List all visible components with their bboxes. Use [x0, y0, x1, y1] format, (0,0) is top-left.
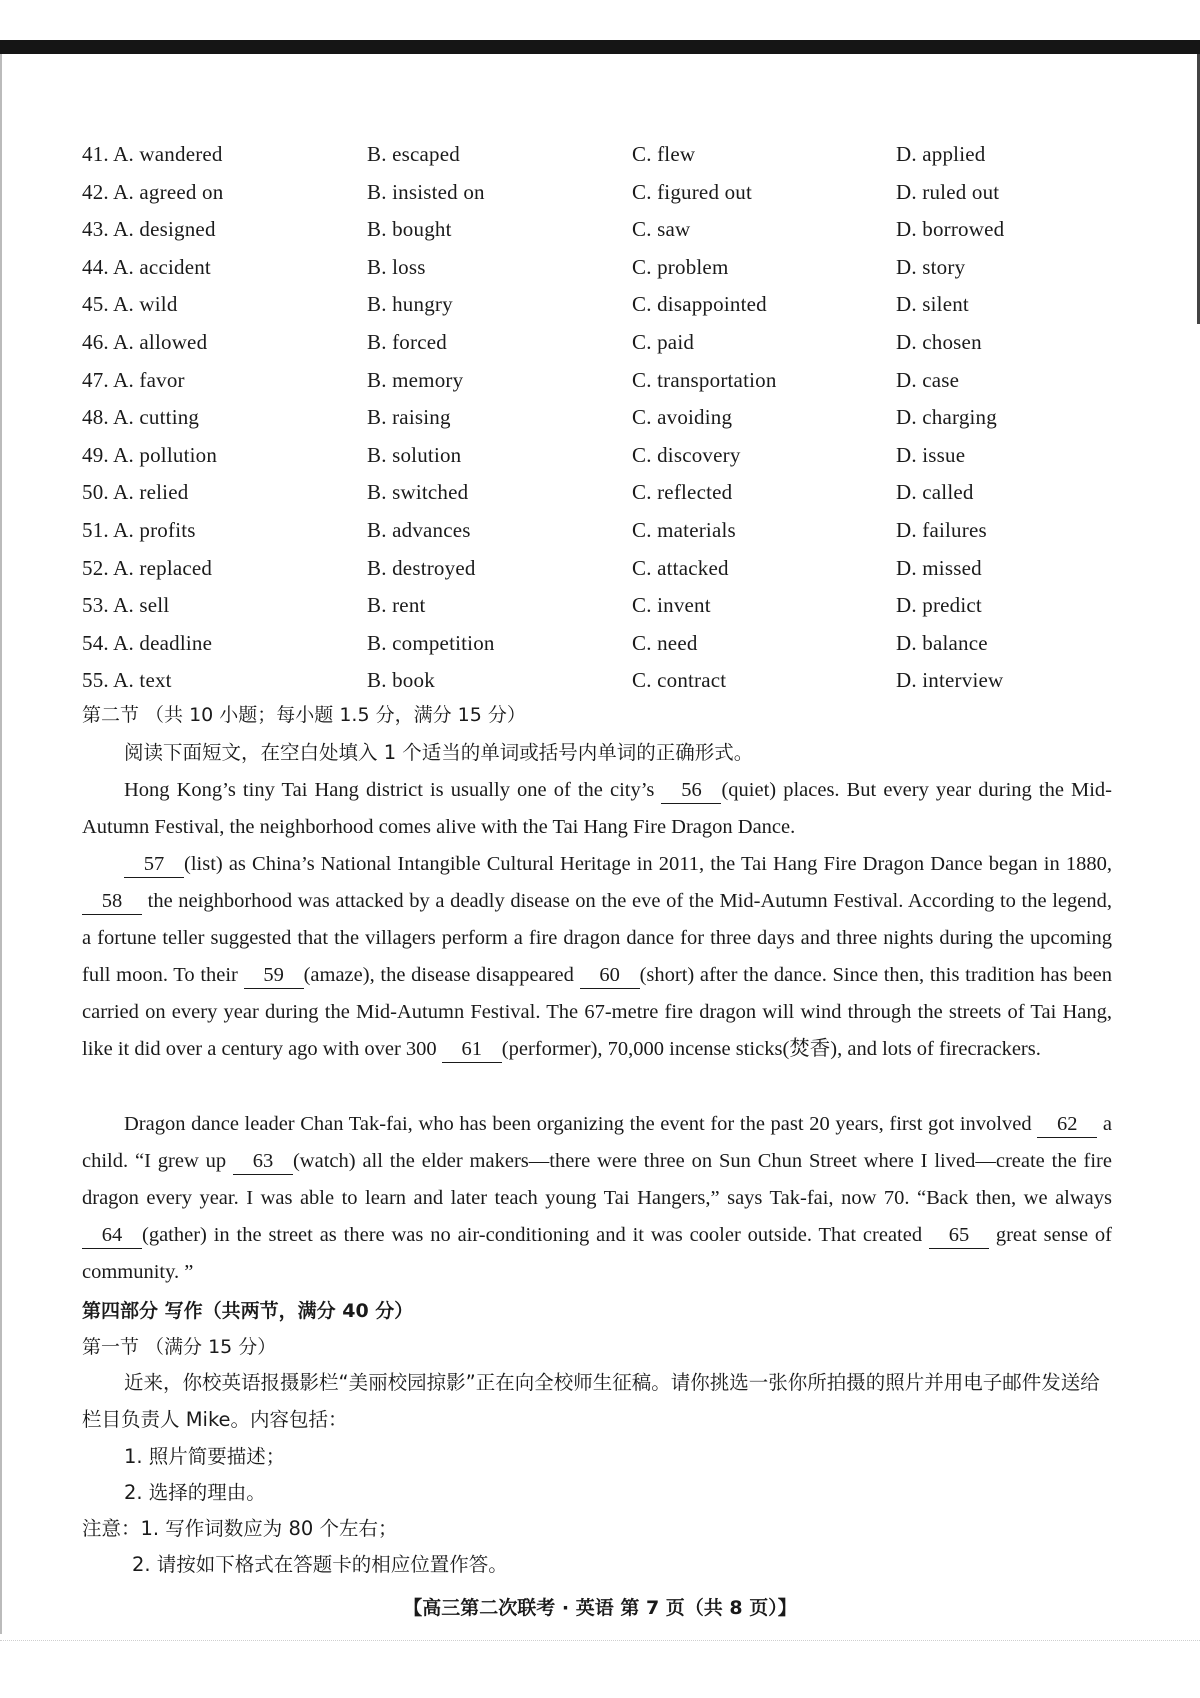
passage-paragraph-1 [82, 772, 1112, 846]
option-a: 50. A. relied [82, 480, 189, 505]
option-d: D. applied [896, 142, 986, 166]
blank-64[interactable]: 64 [82, 1222, 142, 1249]
option-b: B. memory [367, 367, 464, 392]
option-a: 46. A. allowed [82, 329, 208, 354]
blank-61[interactable]: 61 [442, 1036, 502, 1063]
option-c: C. attacked [632, 555, 729, 580]
option-a: 45. A. wild [82, 292, 178, 317]
option-a: 43. A. designed [82, 217, 216, 242]
option-c: C. figured out [632, 179, 753, 204]
option-b: B. escaped [367, 142, 460, 166]
option-b: B. competition [367, 630, 495, 655]
option-b: B. book [367, 668, 435, 693]
page-footer: 【高三第二次联考 · 英语 第 7 页（共 8 页）】 [403, 1597, 797, 1619]
option-c: C. materials [632, 517, 736, 542]
passage-text: Dragon dance leader Chan Tak-fai, who has been organizing the event for the past 20 years, first got involved [124, 1113, 1038, 1135]
option-c: C. avoiding [632, 405, 733, 430]
option-row [82, 217, 1122, 255]
option-d: D. silent [896, 292, 969, 317]
option-row [82, 292, 1122, 330]
part4-section1-heading: 第一节 （满分 15 分） [82, 1336, 277, 1358]
option-a: 44. A. accident [82, 254, 211, 279]
option-b: B. bought [367, 217, 452, 242]
option-b: B. advances [367, 517, 471, 542]
option-a: 51. A. profits [82, 517, 196, 542]
passage-paragraph-2 [82, 846, 1112, 1068]
option-row [82, 556, 1122, 594]
scan-bottom-edge [0, 1640, 1200, 1641]
option-row [82, 255, 1122, 293]
passage-text: (list) as China’s National Intangible Cultural Heritage in 2011, the Tai Hang Fire Dragon Dance began in 1880, [184, 853, 1112, 875]
blank-58[interactable]: 58 [82, 888, 142, 915]
option-a: 52. A. replaced [82, 555, 213, 580]
option-b: B. insisted on [367, 179, 485, 204]
option-c: C. reflected [632, 480, 733, 505]
option-row [82, 142, 1122, 180]
option-b: B. loss [367, 254, 426, 279]
option-d: D. ruled out [896, 179, 1000, 204]
blank-62[interactable]: 62 [1037, 1111, 1097, 1138]
part4-heading: 第四部分 写作（共两节，满分 40 分） [82, 1300, 414, 1322]
option-a: 41. A. wandered [82, 142, 223, 166]
writing-requirement-2: 2. 选择的理由。 [124, 1481, 266, 1504]
option-d: D. chosen [896, 329, 982, 354]
option-a: 55. A. text [82, 668, 172, 693]
passage-text: (short) after the dance. Since then, this tradition has been carried on every year during the Mid-Autumn Festival. The 67-metre fire dragon will wind through the streets of Tai Hang, like it did over a century ago with over 300 [82, 964, 1113, 1060]
option-a: 47. A. favor [82, 367, 185, 392]
option-d: D. predict [896, 593, 982, 618]
options-table [82, 142, 1122, 706]
option-d: D. called [896, 480, 974, 505]
passage-text: great sense of community. ” [82, 1224, 1112, 1283]
option-c: C. transportation [632, 367, 777, 392]
option-c: C. paid [632, 329, 695, 354]
option-d: D. balance [896, 630, 988, 655]
blank-63[interactable]: 63 [233, 1148, 293, 1175]
option-d: D. borrowed [896, 217, 1005, 242]
option-a: 48. A. cutting [82, 405, 200, 430]
option-d: D. failures [896, 517, 987, 542]
option-a: 49. A. pollution [82, 442, 218, 467]
option-d: D. charging [896, 405, 997, 430]
option-row [82, 180, 1122, 218]
option-b: B. switched [367, 480, 469, 505]
option-a: 53. A. sell [82, 593, 170, 618]
blank-57[interactable]: 57 [124, 851, 184, 878]
option-c: C. saw [632, 217, 691, 242]
passage-text: (watch) all the elder makers—there were three on Sun Chun Street where I lived—create the fire dragon every year. I was able to learn and later teach young Tai Hangers,” says Tak-fai, now 70. “Back then, we always [82, 1150, 1112, 1209]
option-d: D. missed [896, 555, 982, 580]
passage-paragraph-3 [82, 1106, 1112, 1291]
option-c: C. invent [632, 593, 711, 618]
option-c: C. flew [632, 142, 696, 166]
option-row [82, 593, 1122, 631]
option-row [82, 443, 1122, 481]
passage-text: (amaze), the disease disappeared [303, 964, 580, 986]
writing-note-1: 注意：1. 写作词数应为 80 个左右； [82, 1517, 398, 1540]
passage-text: the neighborhood was attacked by a deadly disease on the eve of the Mid-Autumn Festival. According to the legend, a fortune teller suggested that the villagers perform a fire dragon dance for three days and three nights during the upcoming full moon. To their [82, 890, 1112, 986]
section2-instruction: 阅读下面短文，在空白处填入 1 个适当的单词或括号内单词的正确形式。 [124, 741, 754, 764]
option-d: D. interview [896, 668, 1004, 693]
option-b: B. hungry [367, 292, 453, 317]
option-d: D. case [896, 367, 960, 392]
blank-56[interactable]: 56 [661, 777, 721, 804]
option-d: D. issue [896, 442, 966, 467]
option-row [82, 480, 1122, 518]
option-b: B. solution [367, 442, 462, 467]
passage-text: a child. “I grew up [82, 1113, 1112, 1172]
option-a: 42. A. agreed on [82, 179, 224, 204]
option-c: C. disappointed [632, 292, 767, 317]
option-b: B. raising [367, 405, 451, 430]
option-b: B. forced [367, 329, 447, 354]
option-row [82, 631, 1122, 669]
option-c: C. need [632, 630, 698, 655]
section2-heading: 第二节 （共 10 小题；每小题 1.5 分，满分 15 分） [82, 704, 526, 726]
option-c: C. problem [632, 254, 729, 279]
blank-65[interactable]: 65 [929, 1222, 989, 1249]
blank-59[interactable]: 59 [244, 962, 304, 989]
passage-text: (performer), 70,000 incense sticks(焚香), and lots of firecrackers. [501, 1038, 1041, 1060]
option-d: D. story [896, 254, 966, 279]
option-c: C. discovery [632, 442, 741, 467]
option-c: C. contract [632, 668, 727, 693]
option-row [82, 368, 1122, 406]
scan-top-border [0, 40, 1200, 54]
scan-left-edge [0, 54, 2, 1634]
blank-60[interactable]: 60 [580, 962, 640, 989]
writing-task: 近来，你校英语报摄影栏“美丽校园掠影”正在向全校师生征稿。请你挑选一张你所拍摄的照片并用电子邮件发送给栏目负责人 Mike。内容包括： [82, 1371, 1100, 1431]
option-b: B. rent [367, 593, 426, 618]
option-a: 54. A. deadline [82, 630, 213, 655]
option-b: B. destroyed [367, 555, 476, 580]
passage-text: (gather) in the street as there was no air-conditioning and it was cooler outside. That created [142, 1224, 929, 1246]
option-row [82, 330, 1122, 368]
option-row [82, 518, 1122, 556]
passage-text: Hong Kong’s tiny Tai Hang district is usually one of the city’s [124, 779, 662, 801]
passage-text: (quiet) places. But every year during the Mid-Autumn Festival, the neighborhood comes alive with the Tai Hang Fire Dragon Dance. [82, 779, 1112, 838]
writing-requirement-1: 1. 照片简要描述； [124, 1445, 286, 1468]
option-row [82, 405, 1122, 443]
writing-note-2: 2. 请按如下格式在答题卡的相应位置作答。 [132, 1553, 508, 1576]
